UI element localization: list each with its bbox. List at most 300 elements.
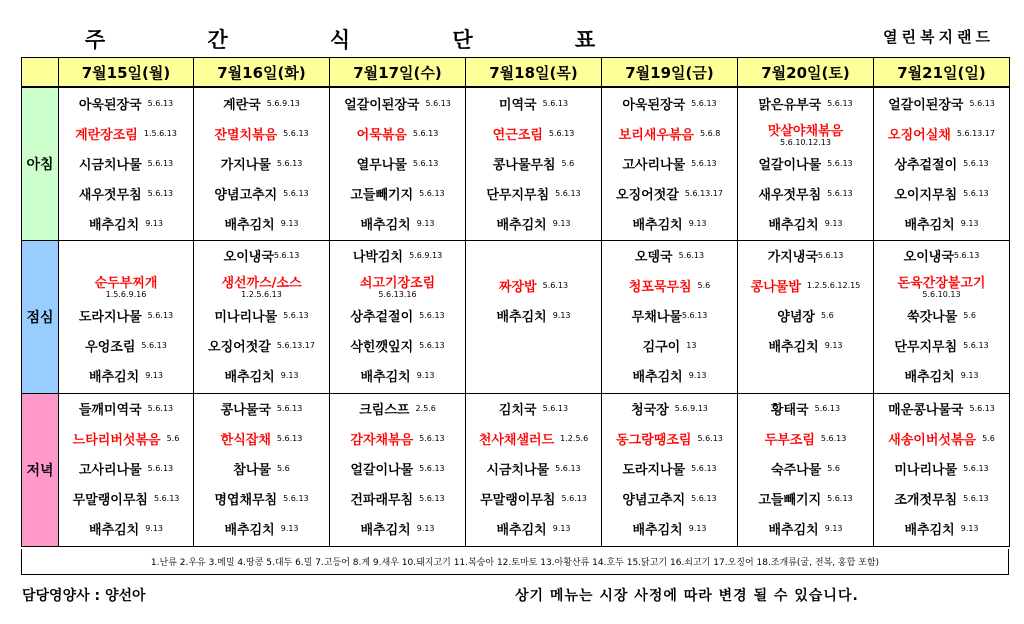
menu-item	[63, 178, 189, 208]
dish-name: 단무지무침	[894, 340, 958, 355]
dish-name: 단무지무침	[486, 187, 550, 203]
menu-item-list	[874, 394, 1009, 544]
dish-name: 양념장	[777, 310, 815, 325]
allergen-codes: 9.13	[688, 524, 707, 533]
allergen-codes: 5.6	[963, 311, 976, 320]
menu-cell	[466, 87, 602, 240]
allergen-codes: 1.2.5.6.12.15	[806, 281, 861, 290]
allergen-codes: 5.6.13.17	[276, 341, 315, 350]
allergen-codes: 5.6.13	[412, 158, 439, 168]
menu-item	[606, 484, 733, 514]
allergen-codes: 5.6.13	[555, 188, 581, 198]
menu-cell	[59, 87, 194, 240]
menu-item	[198, 301, 325, 331]
menu-item	[470, 454, 597, 484]
menu-item	[63, 424, 189, 454]
dish-name: 배추김치	[496, 217, 547, 233]
menu-item	[742, 301, 869, 331]
menu-item-list	[738, 394, 873, 544]
dish-name: 배추김치	[360, 370, 411, 385]
dish-name: 계란장조림	[75, 127, 138, 143]
allergen-codes: 5.6.13	[276, 404, 303, 413]
menu-item	[878, 118, 1005, 148]
allergen-codes: 5.6.13	[147, 311, 174, 320]
menu-item	[878, 454, 1005, 484]
meal-label: 저녁	[22, 393, 59, 546]
allergen-codes: 5.6.13	[147, 98, 174, 108]
dish-name: 얼갈이나물	[758, 157, 822, 173]
allergen-codes: 9.13	[688, 218, 707, 228]
dish-name: 배추김치	[224, 370, 275, 385]
dish-name: 미나리나물	[214, 310, 278, 325]
title-char: 주	[84, 28, 106, 52]
menu-item	[334, 361, 461, 391]
title-char: 식	[329, 28, 351, 52]
allergen-codes: 5.6.13	[419, 494, 445, 503]
menu-item	[878, 394, 1005, 424]
menu-item	[742, 118, 869, 148]
dish-name: 시금치나물	[78, 157, 142, 173]
allergen-codes: 1.2.5.6	[560, 434, 589, 443]
dish-name: 무말랭이무침	[72, 493, 148, 508]
dish-name: 열무나물	[356, 157, 407, 173]
dish-name: 고들빼기지	[350, 187, 414, 203]
allergen-codes: 5.6.13	[827, 494, 853, 503]
menu-item	[63, 394, 189, 424]
dish-name: 가지나물	[220, 157, 271, 173]
menu-item	[334, 394, 461, 424]
day-header-row	[22, 58, 1010, 88]
menu-item	[742, 208, 869, 238]
allergen-codes: 5.6.13	[963, 494, 989, 503]
dish-name: 참나물	[233, 463, 271, 478]
allergen-codes: 5.6.9.13	[674, 404, 708, 413]
allergen-codes: 9.13	[280, 371, 299, 380]
menu-item	[470, 88, 597, 118]
allergen-codes: 5.6.13	[681, 311, 708, 320]
allergen-codes: 5.6.13	[141, 341, 167, 350]
allergen-codes: 5.6.13	[691, 464, 717, 473]
dish-name: 배추김치	[632, 370, 683, 385]
menu-item	[606, 118, 733, 148]
allergen-codes: 5.6.13	[678, 251, 705, 260]
menu-item	[470, 331, 597, 361]
dish-name: 김치국	[498, 403, 537, 418]
dish-name: 고들빼기지	[758, 493, 822, 508]
dish-name: 계란국	[223, 97, 261, 113]
allergen-codes: 5.6.13	[963, 188, 989, 198]
allergen-codes: 5.6.13	[419, 464, 445, 473]
allergen-codes: 5.6.13.16	[378, 290, 417, 299]
menu-item	[742, 241, 869, 271]
menu-item-list	[738, 88, 873, 238]
menu-item	[198, 394, 325, 424]
allergen-codes: 5.6.13	[969, 98, 995, 108]
allergen-codes: 5.6.13	[147, 188, 174, 198]
dish-name: 무채나물	[631, 310, 682, 325]
menu-item	[334, 301, 461, 331]
menu-item	[63, 88, 189, 118]
dish-name: 쑥갓나물	[907, 310, 958, 325]
dish-name: 매운콩나물국	[888, 403, 964, 418]
menu-item	[470, 208, 597, 238]
menu-cell	[602, 240, 738, 393]
allergen-codes: 9.13	[688, 371, 707, 380]
allergen-codes: 5.6.10.12.13	[780, 137, 831, 147]
menu-item-list	[330, 394, 465, 544]
menu-item	[63, 301, 189, 331]
allergen-codes: 9.13	[552, 524, 571, 533]
menu-item	[470, 394, 597, 424]
menu-item	[742, 484, 869, 514]
menu-item	[334, 148, 461, 178]
menu-item	[63, 208, 189, 238]
allergen-codes: 5.6.13	[147, 404, 174, 413]
dish-name: 맛살야채볶음	[767, 123, 844, 139]
allergen-codes: 5.6.13	[817, 251, 844, 260]
menu-item	[606, 424, 733, 454]
allergen-codes: 5.6.13	[419, 311, 445, 320]
allergen-codes: 5.6	[166, 434, 180, 443]
dish-name: 도라지나물	[78, 310, 142, 325]
menu-cell	[194, 240, 330, 393]
menu-item	[606, 331, 733, 361]
dish-name: 잔멸치볶음	[214, 127, 278, 143]
allergen-codes: 5.6.13	[691, 494, 717, 503]
dish-name: 가지냉국	[767, 250, 818, 265]
menu-item-list	[466, 88, 601, 238]
dish-name: 청국장	[631, 403, 669, 418]
dish-name: 크림스프	[359, 403, 410, 418]
allergen-codes: 1.5.6.9.16	[105, 290, 147, 299]
menu-item	[742, 361, 869, 391]
allergen-codes: 5.6.13	[276, 158, 303, 168]
menu-item	[606, 178, 733, 208]
menu-item	[878, 208, 1005, 238]
dish-name: 아욱된장국	[622, 97, 686, 113]
dish-name: 시금치나물	[486, 463, 550, 478]
menu-item-list	[602, 394, 737, 544]
allergen-codes: 5.6.13	[147, 464, 174, 473]
menu-item	[334, 88, 461, 118]
dish-name: 배추김치	[768, 523, 819, 538]
allergen-codes: 9.13	[416, 371, 435, 380]
menu-item	[742, 178, 869, 208]
allergen-codes: 5.6.13	[542, 98, 569, 108]
menu-cell	[602, 393, 738, 546]
dish-name: 오뎅국	[634, 250, 673, 265]
menu-item	[606, 301, 733, 331]
menu-item	[470, 241, 597, 271]
menu-item-list	[330, 241, 465, 391]
meal-label: 아침	[22, 87, 59, 240]
menu-item	[606, 514, 733, 544]
menu-cell	[466, 240, 602, 393]
menu-item	[470, 514, 597, 544]
menu-item	[198, 208, 325, 238]
allergen-codes: 5.6.13	[820, 434, 847, 443]
dish-name: 배추김치	[768, 217, 819, 233]
allergen-codes: 2.5.6	[415, 404, 436, 413]
dish-name: 동그랑땡조림	[616, 433, 692, 448]
menu-item	[742, 454, 869, 484]
dish-name: 생선까스/소스	[221, 276, 302, 291]
allergen-codes: 5.6	[561, 158, 575, 168]
allergen-codes: 9.13	[824, 341, 843, 350]
menu-item	[334, 424, 461, 454]
dish-name: 배추김치	[904, 370, 955, 385]
menu-item	[878, 301, 1005, 331]
allergen-codes: 9.13	[552, 311, 571, 320]
allergen-codes: 9.13	[960, 371, 979, 380]
allergen-codes: 5.6.13	[542, 281, 569, 290]
meal-row	[22, 87, 1010, 240]
allergen-codes: 5.6.13	[147, 158, 174, 168]
dish-name: 감자채볶음	[350, 433, 414, 448]
allergen-codes: 5.6	[276, 464, 290, 473]
menu-item	[742, 88, 869, 118]
menu-item-list	[330, 88, 465, 238]
dish-name: 황태국	[770, 403, 809, 418]
dish-name: 쇠고기장조림	[359, 276, 436, 291]
dish-name: 숙주나물	[771, 463, 822, 478]
allergen-codes: 5.6.13	[555, 464, 581, 473]
allergen-codes: 5.6.13	[153, 494, 180, 503]
change-notice: 상기 메뉴는 시장 사정에 따라 변경 될 수 있습니다.	[515, 588, 859, 604]
allergen-codes: 5.6.13	[283, 311, 309, 320]
dish-name: 배추김치	[496, 310, 547, 325]
dish-name: 배추김치	[88, 523, 140, 538]
dish-name: 배추김치	[632, 217, 683, 233]
menu-item	[63, 118, 189, 148]
allergen-codes: 5.6.13	[425, 98, 451, 108]
dish-name: 새우젓무침	[758, 187, 822, 203]
menu-item-list	[874, 88, 1009, 238]
menu-item	[198, 241, 325, 271]
menu-item	[198, 88, 325, 118]
dish-name: 천사채샐러드	[478, 433, 555, 448]
meal-row	[22, 393, 1010, 546]
allergen-codes: 1.2.5.6.13	[241, 290, 282, 299]
allergen-codes: 5.6.13	[412, 128, 439, 138]
allergen-codes: 5.6.13	[827, 158, 853, 168]
menu-item	[878, 178, 1005, 208]
day-header: 7월16일(화)	[194, 58, 330, 88]
dish-name: 순두부찌개	[94, 276, 158, 291]
menu-item	[470, 178, 597, 208]
menu-item	[878, 88, 1005, 118]
weekly-menu-table	[21, 57, 1010, 547]
dish-name: 배추김치	[88, 217, 140, 233]
dietitian-credit: 담당영양사 : 양선아	[22, 588, 146, 604]
dish-name: 우엉조림	[85, 340, 136, 355]
menu-item	[742, 271, 869, 301]
day-header: 7월21일(일)	[874, 58, 1010, 88]
menu-item-list	[874, 241, 1009, 391]
allergen-codes: 1.5.6.13	[143, 128, 177, 138]
allergen-codes: 5.6.13	[273, 251, 300, 260]
menu-item	[878, 361, 1005, 391]
allergen-codes: 5.6	[697, 281, 711, 290]
dish-name: 도라지나물	[622, 463, 686, 478]
dish-name: 건파래무침	[350, 493, 414, 508]
allergen-codes: 5.6.13	[276, 434, 303, 443]
allergen-codes: 9.13	[145, 218, 164, 228]
menu-item	[878, 331, 1005, 361]
menu-item-list	[466, 241, 601, 391]
dish-name: 아욱된장국	[78, 97, 142, 113]
page-title	[60, 24, 620, 52]
menu-item	[198, 484, 325, 514]
allergen-codes: 5.6.13	[283, 188, 309, 198]
menu-item	[198, 454, 325, 484]
menu-item-list	[194, 241, 329, 391]
menu-item-list	[602, 88, 737, 238]
dish-name: 연근조림	[492, 127, 543, 143]
menu-item	[606, 271, 733, 301]
dish-name: 배추김치	[496, 523, 547, 538]
allergen-codes: 5.6.13	[963, 158, 989, 168]
menu-item-list	[59, 394, 193, 544]
dish-name: 양념고추지	[214, 187, 278, 203]
dish-name: 오이냉국	[903, 250, 954, 265]
menu-item	[63, 454, 189, 484]
menu-item	[198, 178, 325, 208]
menu-item	[606, 88, 733, 118]
menu-item	[334, 118, 461, 148]
dish-name: 한식잡채	[220, 433, 271, 448]
allergen-codes: 5.6.13	[691, 158, 717, 168]
menu-item	[198, 118, 325, 148]
menu-item	[878, 514, 1005, 544]
menu-item	[334, 271, 461, 301]
dish-name: 청포묵무침	[628, 280, 692, 295]
meal-label: 점심	[22, 240, 59, 393]
allergen-codes: 9.13	[824, 524, 843, 533]
title-char: 단	[452, 28, 473, 52]
menu-item	[63, 484, 189, 514]
menu-item	[334, 331, 461, 361]
menu-cell	[194, 393, 330, 546]
dish-name: 오이지무침	[894, 187, 958, 203]
menu-cell	[874, 240, 1010, 393]
dish-name: 삭힌깻잎지	[350, 340, 414, 355]
dish-name: 어묵볶음	[356, 127, 407, 143]
allergen-codes: 5.6.13	[827, 188, 853, 198]
dish-name: 얼갈이된장국	[344, 97, 420, 113]
dish-name: 양념고추지	[622, 493, 686, 508]
dish-name: 배추김치	[632, 523, 683, 538]
menu-item	[606, 148, 733, 178]
dish-name: 두부조림	[764, 433, 815, 448]
menu-item	[742, 394, 869, 424]
allergen-codes: 5.6.13	[963, 341, 989, 350]
menu-cell	[738, 240, 874, 393]
menu-item	[334, 241, 461, 271]
menu-item	[63, 514, 189, 544]
menu-item	[742, 331, 869, 361]
allergen-codes: 5.6.13	[419, 434, 445, 443]
organization-name: 열린복지랜드	[883, 28, 994, 46]
menu-item-list	[59, 88, 193, 238]
menu-item	[334, 178, 461, 208]
title-char: 간	[207, 28, 228, 52]
allergen-codes: 5.6.10.13	[922, 290, 961, 299]
menu-item	[878, 424, 1005, 454]
menu-item-list	[194, 88, 329, 238]
dish-name: 배추김치	[360, 523, 411, 538]
allergen-codes: 5.6.13.17	[684, 188, 723, 198]
menu-item	[606, 241, 733, 271]
menu-item	[63, 331, 189, 361]
dish-name: 상추겉절이	[350, 310, 414, 325]
menu-item	[470, 361, 597, 391]
allergen-codes: 5.6.13	[548, 128, 575, 138]
menu-item	[334, 514, 461, 544]
menu-item	[198, 148, 325, 178]
dish-name: 맑은유부국	[758, 97, 822, 113]
dish-name: 미나리나물	[894, 463, 958, 478]
dish-name: 고사리나물	[78, 463, 142, 478]
menu-item	[198, 514, 325, 544]
dish-name: 새송이버섯볶음	[888, 433, 977, 448]
allergen-codes: 5.6.8	[700, 128, 721, 138]
allergen-codes: 5.6	[982, 434, 995, 443]
dish-name: 콩나물무침	[492, 157, 556, 173]
dish-name: 느타리버섯볶음	[72, 433, 161, 448]
menu-cell	[59, 240, 194, 393]
dish-name: 배추김치	[904, 217, 955, 233]
dish-name: 나박김치	[352, 250, 404, 265]
menu-item	[198, 271, 325, 301]
menu-item	[606, 454, 733, 484]
menu-item	[470, 484, 597, 514]
allergen-codes: 5.6.13	[691, 98, 717, 108]
menu-item	[470, 118, 597, 148]
dish-name: 짜장밥	[498, 280, 537, 295]
title-char: 표	[574, 28, 596, 52]
allergen-codes: 5.6	[827, 464, 840, 473]
dish-name: 배추김치	[88, 370, 140, 385]
dish-name: 배추김치	[768, 340, 819, 355]
dish-name: 콩나물국	[220, 403, 271, 418]
menu-cell	[874, 87, 1010, 240]
allergen-codes: 9.13	[416, 524, 435, 533]
allergen-codes: 9.13	[960, 218, 979, 228]
menu-item	[606, 208, 733, 238]
menu-item	[878, 241, 1005, 271]
allergy-legend: 1.난류 2.우유 3.메밀 4.땅콩 5.대두 6.밀 7.고등어 8.게 9.새우 10.돼지고기 11.복숭아 12.토마토 13.아황산류 14.호두 15.닭고기 16.쇠고기 17.오징어 18.조개류(굴, 전복, 홍합 포함)	[21, 549, 1009, 575]
allergen-codes: 5.6.13	[697, 434, 723, 443]
allergen-codes: 5.6.13	[542, 404, 569, 413]
dish-name: 명엽채무침	[214, 493, 278, 508]
allergen-codes: 5.6.13	[963, 464, 989, 473]
corner-cell	[22, 58, 59, 88]
menu-cell	[874, 393, 1010, 546]
menu-cell	[194, 87, 330, 240]
dish-name: 상추겉절이	[894, 157, 958, 173]
dish-name: 보리새우볶음	[618, 127, 694, 143]
menu-item	[63, 361, 189, 391]
menu-item-list	[59, 241, 193, 391]
menu-item	[470, 424, 597, 454]
menu-item	[742, 148, 869, 178]
menu-item	[198, 424, 325, 454]
dish-name: 미역국	[498, 97, 537, 113]
allergen-codes: 9.13	[280, 218, 299, 228]
dish-name: 고사리나물	[622, 157, 686, 173]
menu-cell	[738, 393, 874, 546]
